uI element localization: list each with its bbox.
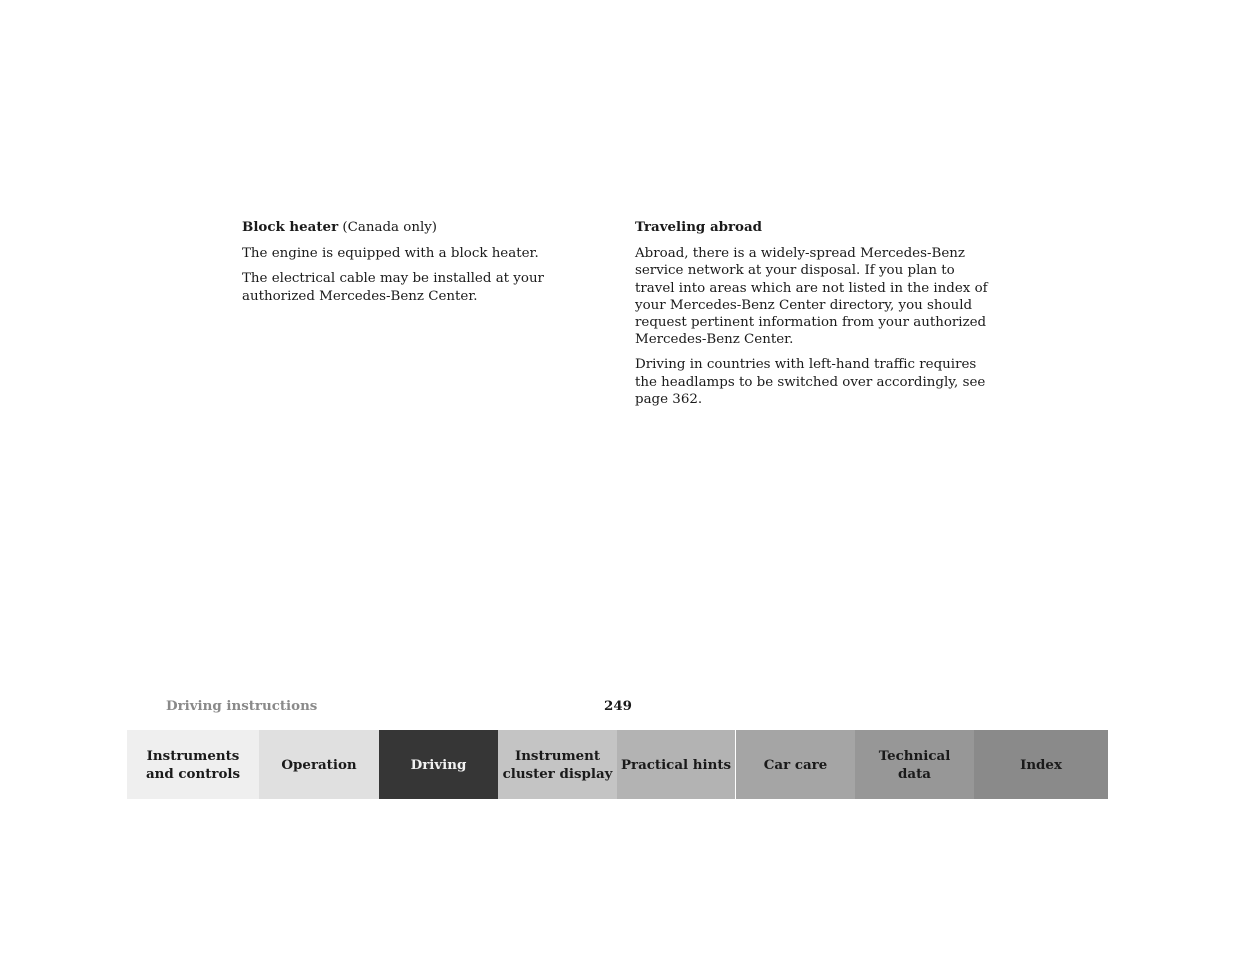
tab-operation[interactable]: Operation [259, 730, 379, 799]
block-heater-heading [242, 219, 612, 236]
footer-section-label: Driving instructions [166, 698, 318, 714]
block-heater-paragraph: The engine is equipped with a block heater. [242, 246, 539, 262]
tab-instruments-and-controls[interactable]: Instruments and controls [127, 730, 259, 799]
block-heater-qualifier: (Canada only) [338, 220, 438, 235]
tab-driving[interactable]: Driving [379, 730, 498, 799]
tab-technical-data[interactable]: Technical data [855, 730, 974, 799]
chapter-tab-bar [127, 730, 1108, 799]
tab-instrument-cluster-display[interactable]: Instrument cluster display [498, 730, 617, 799]
tab-index[interactable]: Index [974, 730, 1108, 799]
tab-car-care[interactable]: Car care [736, 730, 855, 799]
traveling-abroad-paragraph: Abroad, there is a widely-spread Mercedes-Benz service network at your disposal. If you plan to travel into areas which are not listed in the index of your Mercedes-Benz Center directory, you should request pertinent information from your authorized Mercedes-Benz Center. [635, 246, 988, 348]
page-number: 249 [604, 698, 632, 714]
block-heater-title: Block heater [242, 219, 339, 235]
block-heater-paragraph: The electrical cable may be installed at your authorized Mercedes-Benz Center. [242, 271, 544, 304]
block-heater-section [242, 219, 612, 313]
traveling-abroad-heading: Traveling abroad [635, 219, 763, 235]
traveling-abroad-paragraph: Driving in countries with left-hand traffic requires the headlamps to be switched over accordingly, see page 362. [635, 357, 986, 407]
traveling-abroad-section [635, 219, 997, 416]
tab-practical-hints[interactable]: Practical hints [617, 730, 736, 799]
